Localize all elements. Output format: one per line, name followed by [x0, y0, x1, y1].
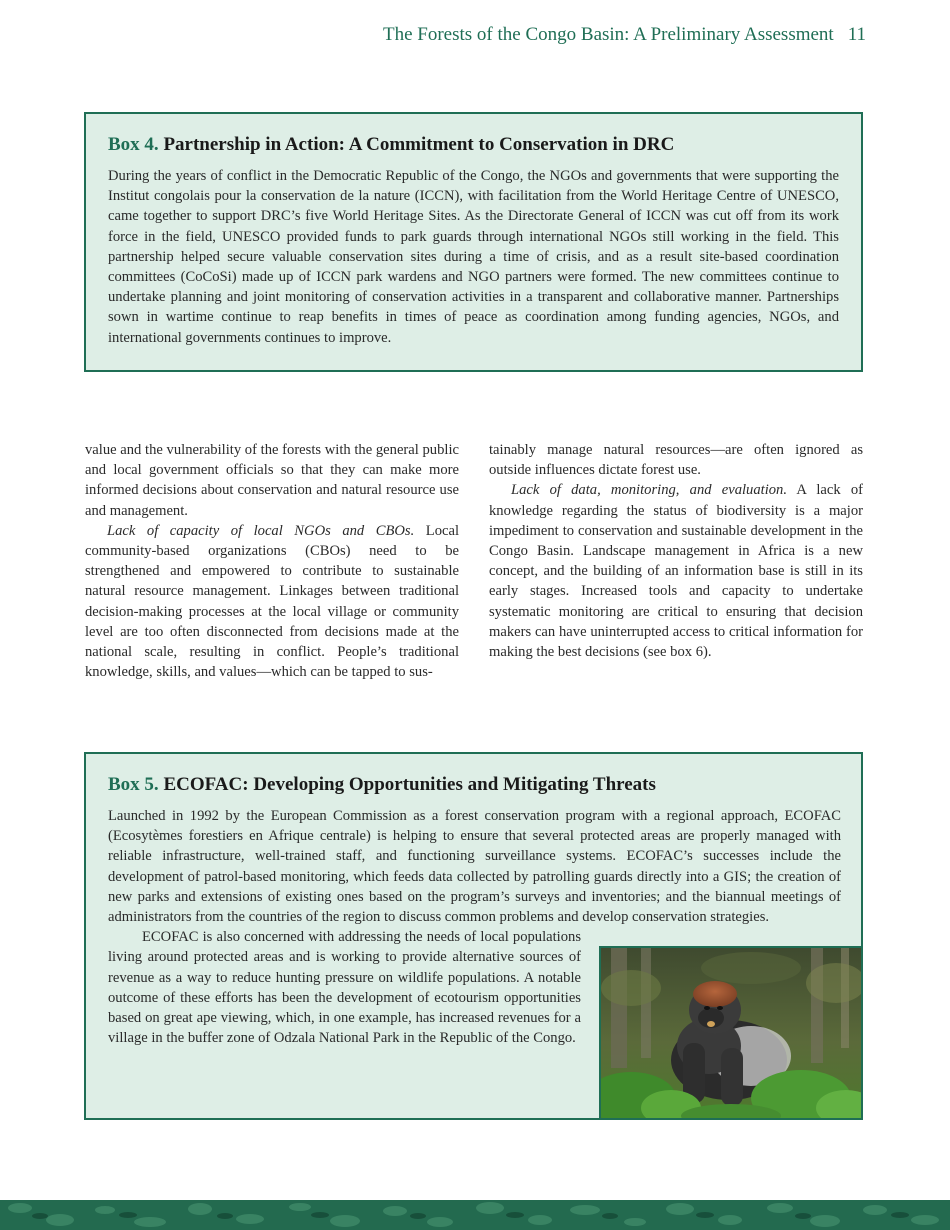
box-5-text-1: Launched in 1992 by the European Commission as a forest conservation program with a regional approach, ECOFAC (Ecosytèmes forestiers en Afrique centrale) is helping to ensure that several protected areas are properly managed with reliable infrastructure, well-trained staff, and functioning surveillance systems. ECOFAC’s successes include the development of patrol-based monitoring, which feeds data collected by patrolling guards directly into a GIS; the creation of new parks and extensions of existing ones based on the program’s surveys and inventories; and the biannual meetings of administrators from the countries of the region to discuss common problems and develop conservation strategies. [108, 808, 841, 926]
right-paragraph-2 [489, 480, 863, 662]
left-paragraph-2-text: Local community-based organizations (CBOs) need to be strengthened and empowered to contribute to sustainable natural resource management. Linkages between traditional decision-making processes at the local village or community level are too often disconnected from decisions made at the national scale, resulting in conflict. People’s traditional knowledge, skills, and values—which can be tapped to sus- [85, 522, 459, 681]
left-paragraph-1: value and the vulnerability of the forests with the general public and local government officials so that they can make more informed decisions about conservation and natural resource use and management. [85, 442, 459, 519]
box-5-heading [108, 774, 861, 796]
footer-leaf-band [0, 1200, 950, 1230]
right-paragraph-2-text: A lack of knowledge regarding the status of biodiversity is a major impediment to conservation and sustainable development in the Congo Basin. Landscape management in Africa is a new concept, and the building of an information base is still in its early stages. Increased tools and capacity to undertake systematic monitoring are critical to ensuring that decision makers can have uninterrupted access to critical information for making the best decisions (see box 6). [489, 482, 864, 661]
box-4-text: During the years of conflict in the Democratic Republic of the Congo, the NGOs and governments that were supporting the Institut congolais pour la conservation de la nature (ICCN), with facilitation from the World Heritage Centre of UNESCO, came together to support DRC’s five World Heritage Sites. As the Directorate General of ICCN was cut off from its work force in the field, UNESCO provided funds to park guards through international NGOs still working in the field. This partnership helped secure valuable conservation sites during a time of crisis, and as a result site-based coordination committees (CoCoSi) made up of ICCN park wardens and NGO partners were formed. The new committees continue to undertake planning and joint monitoring of conservation activities in a transparent and collaborative manner. Partnerships sown in wartime continue to reap benefits in times of peace as coordination among funding agencies, NGOs, and international governments continues to improve. [108, 168, 839, 346]
box-5-label: Box 5. [108, 774, 159, 795]
running-head-title: The Forests of the Congo Basin: A Preliminary Assessment [383, 24, 834, 45]
right-column [489, 440, 863, 662]
left-column [85, 440, 459, 682]
box-4-label: Box 4. [108, 134, 159, 155]
box-4-title: Partnership in Action: A Commitment to Conservation in DRC [163, 134, 675, 155]
box-5-title: ECOFAC: Developing Opportunities and Mitigating Threats [163, 774, 656, 795]
running-head [383, 24, 866, 46]
page-number: 11 [847, 24, 866, 45]
left-paragraph-2 [85, 521, 459, 683]
gorilla-photo [599, 946, 861, 1118]
box-4-heading [108, 134, 839, 156]
box-5-text-2: ECOFAC is also concerned with addressing the needs of local populations living around protected areas and is working to provide alternative sources of revenue as a way to reduce hunting pressure on wildlife populations. A notable outcome of these efforts has been the development of ecotourism opportunities based on great ape viewing, which, in one example, has increased revenues for a village in the buffer zone of Odzala National Park in the Republic of the Congo. [108, 929, 581, 1047]
box-5 [84, 752, 863, 1120]
box-4 [84, 112, 863, 372]
left-paragraph-2-lead: Lack of capacity of local NGOs and CBOs. [107, 522, 415, 539]
right-paragraph-2-lead: Lack of data, monitoring, and evaluation. [511, 482, 787, 499]
body-columns [85, 440, 865, 690]
right-paragraph-1: tainably manage natural resources—are often ignored as outside influences dictate forest use. [489, 442, 863, 479]
leaf-pattern [0, 1200, 950, 1230]
gorilla-illustration [601, 948, 861, 1118]
